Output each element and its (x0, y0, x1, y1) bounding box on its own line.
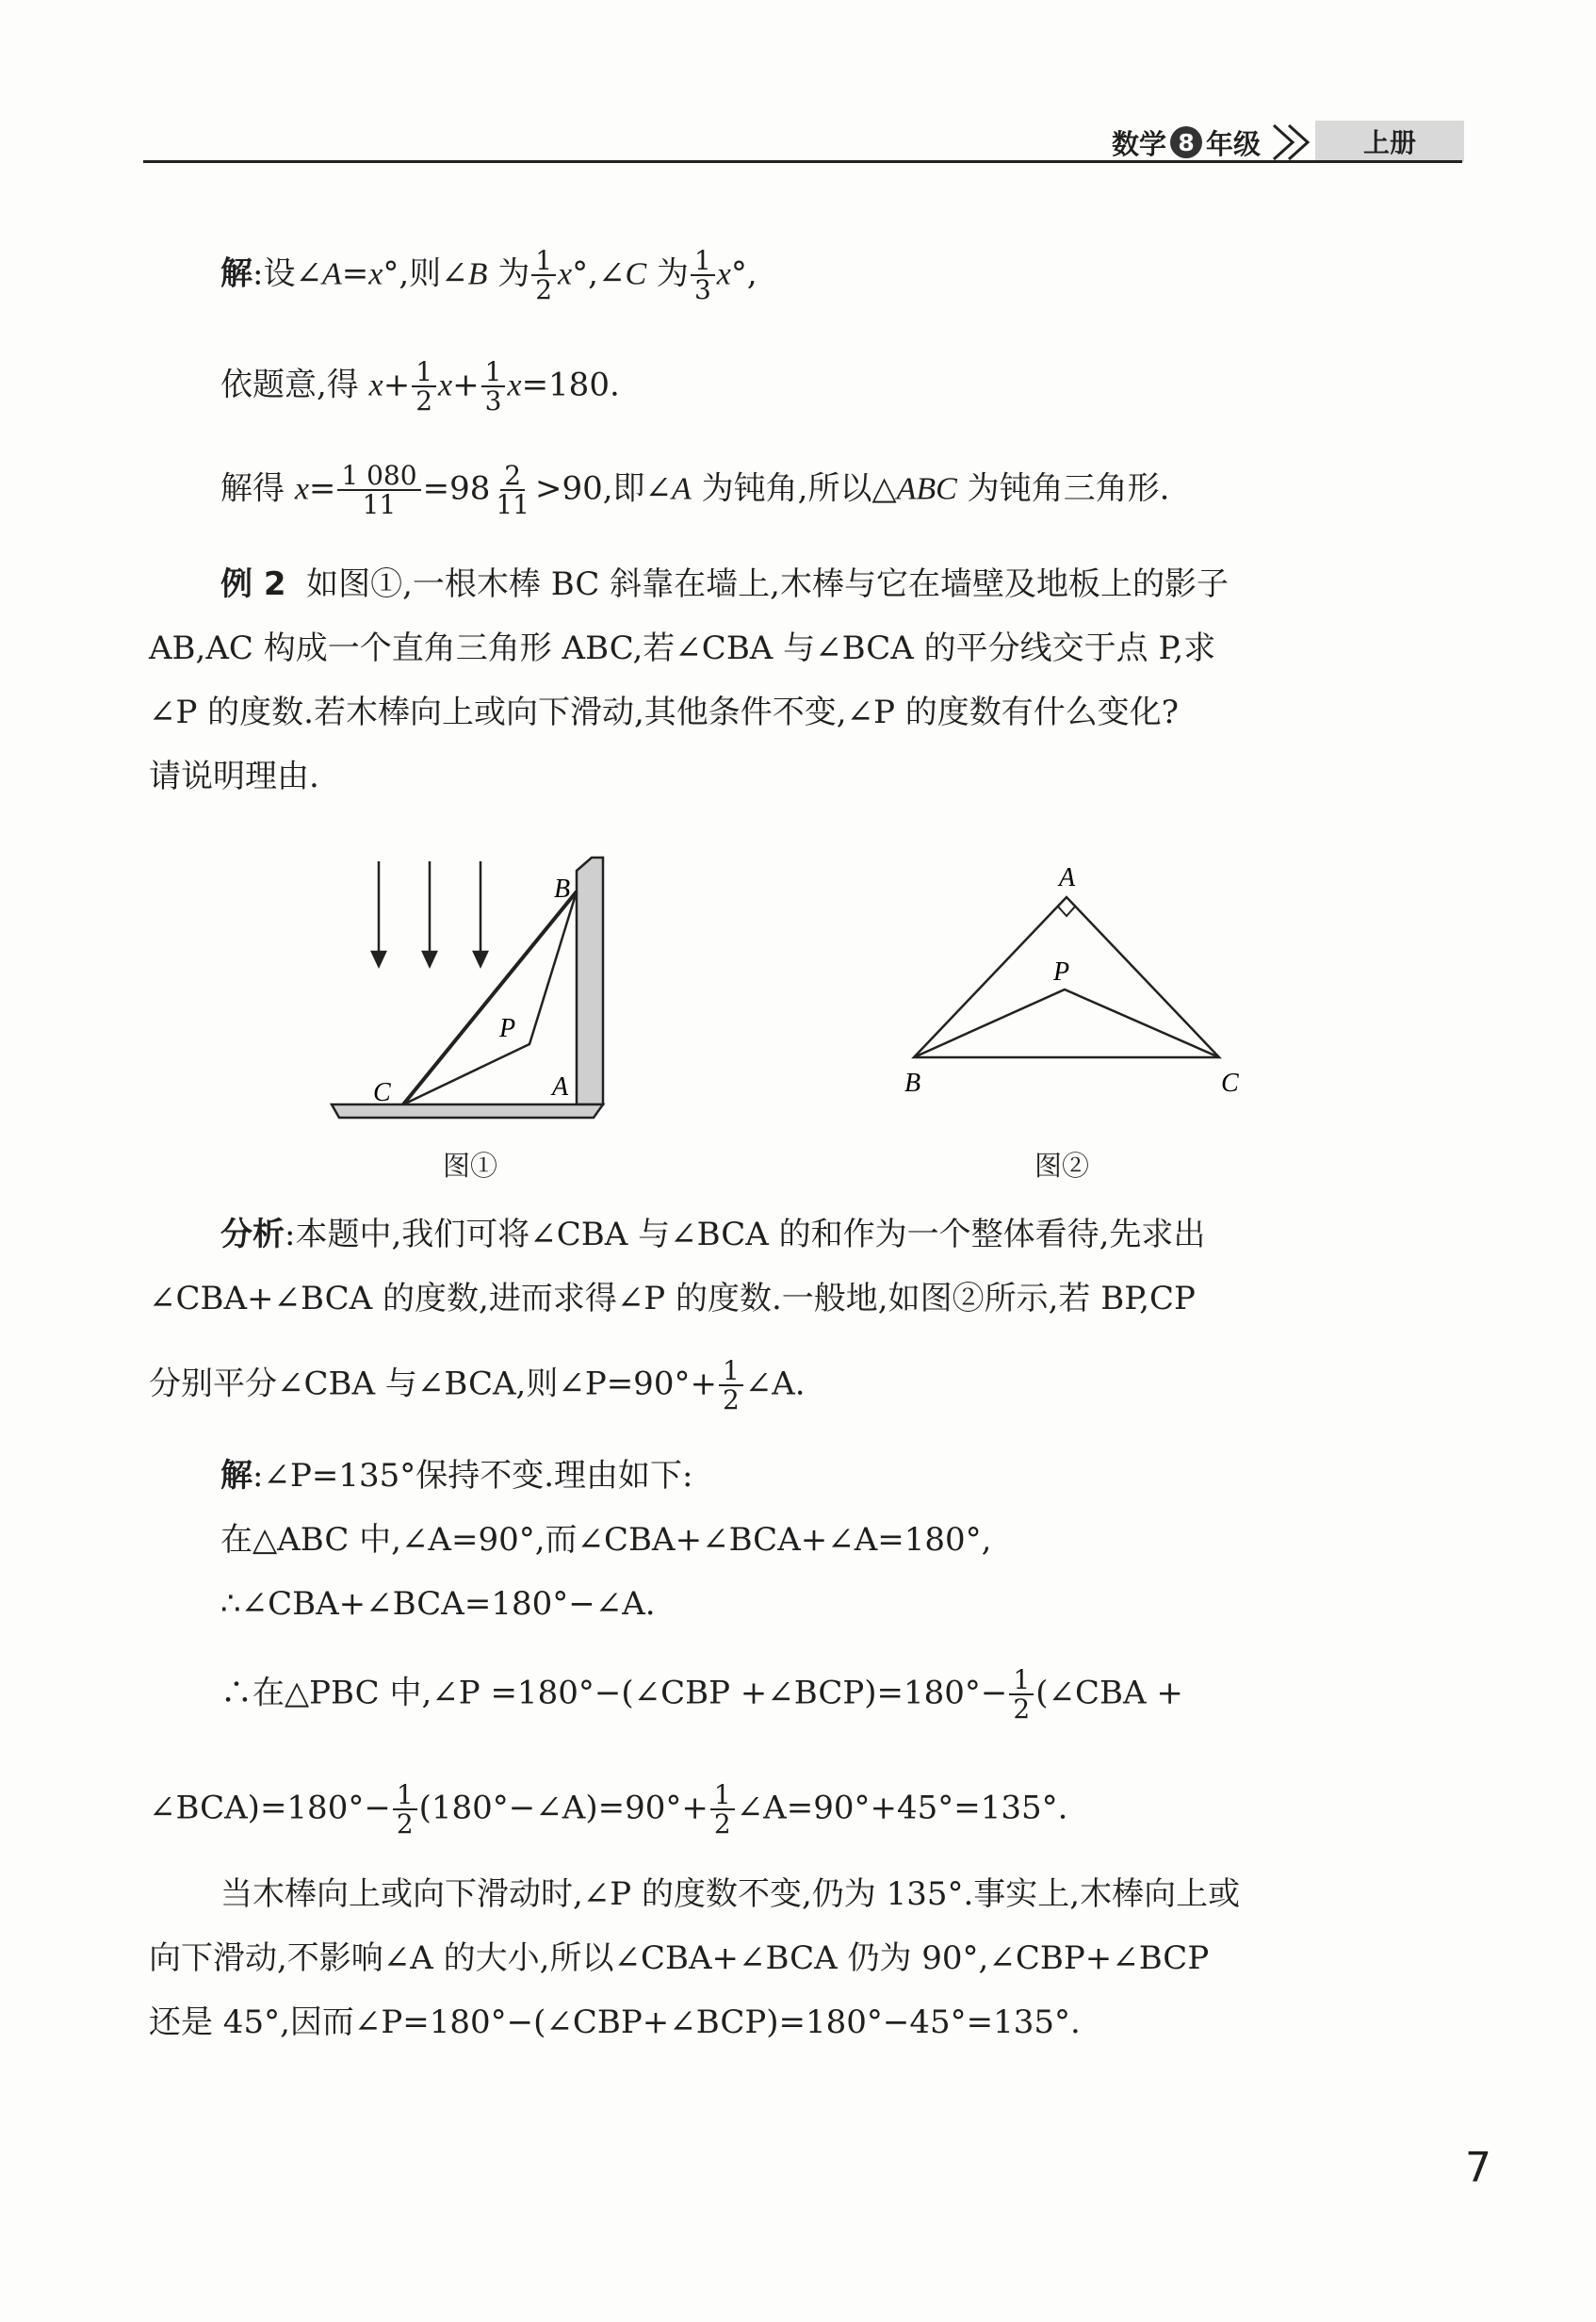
example2-line4: 请说明理由. (149, 758, 319, 795)
grade-badge: 8 (1170, 126, 1202, 158)
fraction: $\frac{1 080}{11}$ (337, 462, 420, 519)
figure2-caption: 图② (1034, 1150, 1090, 1182)
conclusion-line3: 还是 45°,因而∠P=180°−(∠CBP+∠BCP)=180°−45°=135°. (149, 2003, 1081, 2041)
grade-label: 年级 (1206, 127, 1262, 160)
bisector-lines (914, 989, 1219, 1057)
analysis-line2: ∠CBA+∠BCA 的度数,进而求得∠P 的度数.一般地,如图②所示,若 BP,CP (149, 1280, 1196, 1317)
fraction: $\frac{2}{11}$ (496, 460, 529, 521)
fraction: $\frac{1}{2}$ (531, 247, 556, 304)
fraction: $\frac{1}{2}$ (710, 1781, 735, 1839)
fig1-label-P: P (499, 1014, 516, 1043)
page-header (1112, 121, 1319, 164)
fraction: $\frac{1}{2}$ (412, 358, 436, 416)
solution2-line3: ∴∠CBA+∠BCA=180°−∠A. (220, 1585, 656, 1623)
solution2-line4: ∴在△PBC 中,∠P =180°−(∠CBP +∠BCP)=180°− $\frac{1}{2}$ (∠CBA + (220, 1664, 1183, 1725)
example2-line2: AB,AC 构成一个直角三角形 ABC,若∠CBA 与∠BCA 的平分线交于点 P,求 (149, 630, 1216, 667)
solution1-line1: 解:设∠A=x°,则∠B 为 $\frac{1}{2}$ x°,∠C 为 $\frac{1}{3}$ x°, (220, 245, 757, 306)
solution-label: 解 (220, 254, 252, 293)
figure1-caption: 图① (443, 1150, 498, 1182)
fig2-label-B: B (904, 1069, 921, 1098)
fig1-label-C: C (373, 1078, 391, 1107)
solution2-line2: 在△ABC 中,∠A=90°,而∠CBA+∠BCA+∠A=180°, (220, 1521, 992, 1559)
header-rule (143, 160, 1462, 163)
solution-label: 解 (220, 1457, 252, 1495)
conclusion-line2: 向下滑动,不影响∠A 的大小,所以∠CBA+∠BCA 仍为 90°,∠CBP+∠BCP (149, 1939, 1210, 1977)
right-angle-mark (1058, 907, 1075, 916)
analysis-label: 分析 (220, 1216, 285, 1253)
example2-line3: ∠P 的度数.若木棒向上或向下滑动,其他条件不变,∠P 的度数有什么变化? (149, 694, 1179, 731)
analysis-line3: 分别平分∠CBA 与∠BCA,则∠P=90°+ $\frac{1}{2}$ ∠A. (149, 1355, 806, 1416)
light-arrows (372, 861, 487, 966)
solution2-line5: ∠BCA)=180°− $\frac{1}{2}$ (180°−∠A)=90°+ $\frac{1}{2}$ ∠A=90°+45°=135°. (149, 1779, 1068, 1840)
fraction: $\frac{1}{2}$ (719, 1357, 743, 1414)
fraction: $\frac{1}{2}$ (1009, 1666, 1034, 1724)
analysis-line1: 分析:本题中,我们可将∠CBA 与∠BCA 的和作为一个整体看待,先求出 (220, 1216, 1206, 1253)
fig2-label-C: C (1221, 1069, 1239, 1098)
fig2-label-A: A (1059, 863, 1076, 892)
fig2-label-P: P (1053, 957, 1070, 987)
fraction: $\frac{1}{2}$ (393, 1781, 417, 1839)
fraction: $\frac{1}{3}$ (481, 358, 506, 416)
volume-tab: 上册 (1315, 121, 1464, 162)
wall (577, 858, 603, 1104)
figure2-diagram (886, 848, 1244, 1103)
double-chevron-icon (1268, 122, 1319, 163)
example-label: 例 2 (220, 565, 286, 603)
conclusion-line1: 当木棒向上或向下滑动时,∠P 的度数不变,仍为 135°.事实上,木棒向上或 (220, 1875, 1241, 1913)
solution2-line1: 解:∠P=135°保持不变.理由如下: (220, 1457, 693, 1495)
figure1-diagram (320, 829, 622, 1131)
page-number: 7 (1465, 2144, 1491, 2192)
example2-line1: 例 2 如图①,一根木棒 BC 斜靠在墙上,木棒与它在墙壁及地板上的影子 (220, 565, 1229, 603)
subject-label: 数学 (1112, 127, 1167, 160)
fig1-label-B: B (554, 875, 571, 904)
solution1-line3: 解得 x= $\frac{1 080}{11}$ =98 $\frac{2}{11}$ >90,即∠A 为钝角,所以△ABC 为钝角三角形. (220, 460, 1170, 521)
fig1-label-A: A (552, 1072, 569, 1102)
fraction: $\frac{1}{3}$ (691, 247, 715, 304)
solution1-line2: 依题意,得 x+ $\frac{1}{2}$ x+ $\frac{1}{3}$ x=180. (220, 356, 620, 417)
